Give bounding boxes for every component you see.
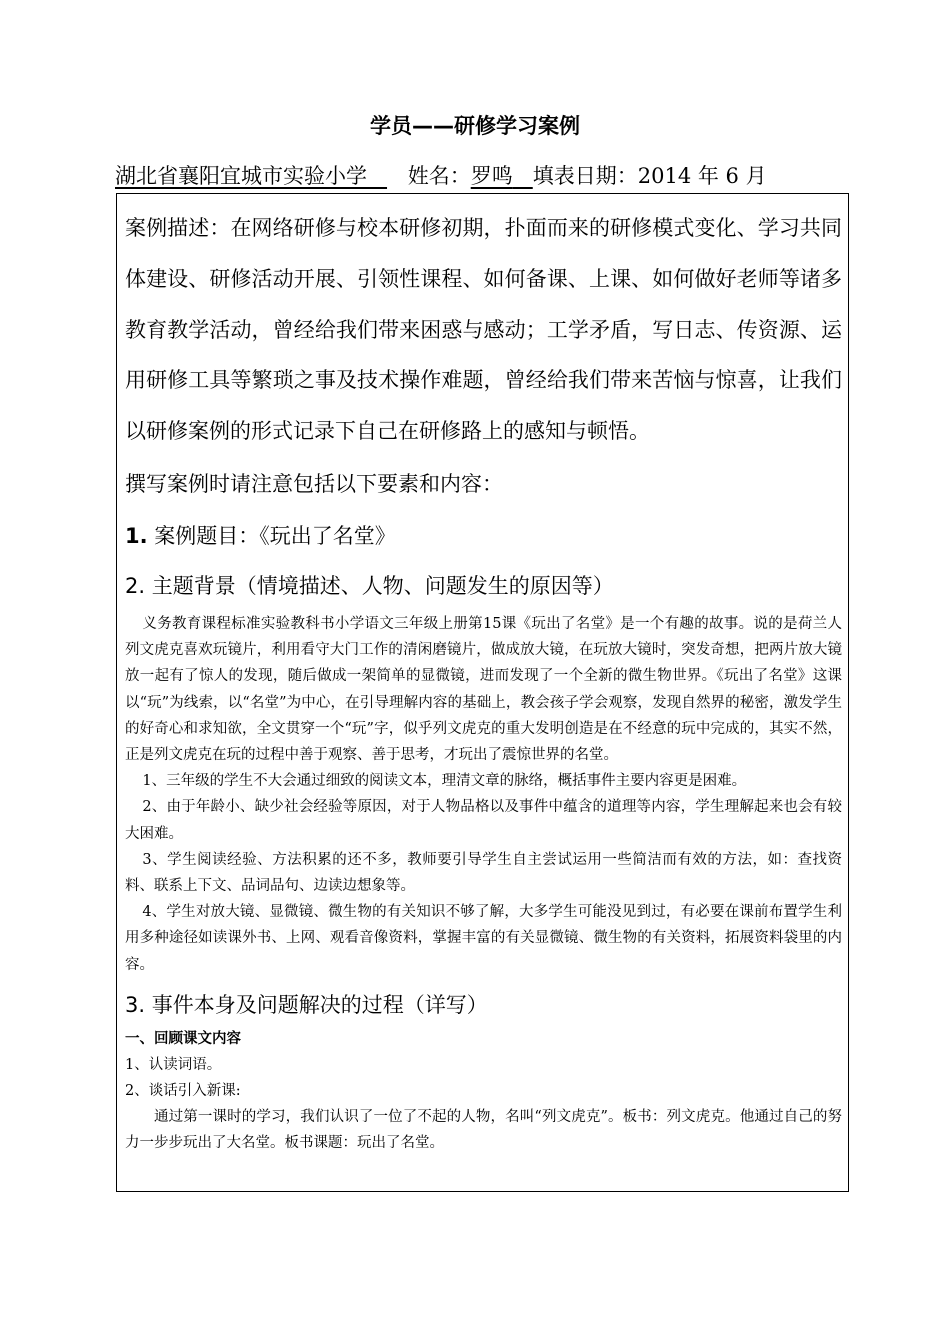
case-description: 案例描述：在网络研修与校本研修初期，扑面而来的研修模式变化、学习共同体建设、研修活动开展、引领性课程、如何备课、上课、如何做好老师等诸多教育教学活动，曾经给我们带来困惑与感动；工学矛盾，写日志、传资源、运用研修工具等繁琐之事及技术操作难题，曾经给我们带来苦恼与惊喜，让我们以研修案例的形式记录下自己在研修路上的感知与顿悟。 bbox=[125, 216, 842, 444]
process-step-2: 2、谈话引入新课: bbox=[125, 1083, 241, 1100]
section-2-heading: 2. 主题背景（情境描述、人物、问题发生的原因等） bbox=[125, 573, 614, 598]
process-step-2-text: 通过第一课时的学习，我们认识了一位了不起的人物，名叫“列文虎克”。板书：列文虎克。他通过自己的努力一步步玩出了大名堂。板书课题：玩出了名堂。 bbox=[125, 1109, 842, 1152]
section-3-heading: 3. 事件本身及问题解决的过程（详写） bbox=[125, 992, 488, 1017]
date-label: 填表日期： bbox=[532, 164, 638, 188]
header-info bbox=[115, 160, 835, 190]
school-name: 湖北省襄阳宜城市实验小学 bbox=[115, 164, 367, 188]
fill-date: 2014 年 6 月 bbox=[637, 164, 767, 188]
author-name: 罗鸣 bbox=[470, 164, 513, 188]
case-form-box bbox=[116, 193, 849, 1192]
section-1-number: 1. bbox=[125, 523, 148, 548]
background-point: 2、由于年龄小、缺少社会经验等原因，对于人物品格以及事件中蕴含的道理等内容，学生理解起来也会有较大困难。 bbox=[125, 799, 842, 842]
section-1-text: 案例题目：《玩出了名堂》 bbox=[154, 523, 396, 548]
process-step-1: 1、认读词语。 bbox=[125, 1056, 222, 1073]
background-intro: 义务教育课程标准实验教科书小学语文三年级上册第15课《玩出了名堂》是一个有趣的故事。说的是荷兰人列文虎克喜欢玩镜片，利用看守大门工作的清闲磨镜片，做成放大镜，在玩放大镜时，突发奇想，把两片放大镜放一起有了惊人的发现，随后做成一架简单的显微镜，进而发现了一个全新的微生物世界。《玩出了名堂》这课以“玩”为线索，以“名堂”为中心，在引导理解内容的基础上，教会孩子学会观察，发现自然界的秘密，激发学生的好奇心和求知欲，全文贯穿一个“玩”字，似乎列文虎克的重大发明创造是在不经意的玩中完成的，其实不然，正是列文虎克在玩的过程中善于观察、善于思考，才玩出了震惊世界的名堂。 bbox=[125, 615, 842, 763]
name-label: 姓名： bbox=[407, 164, 471, 188]
process-part1-title: 一、回顾课文内容 bbox=[125, 1029, 241, 1047]
page-title: 学员——研修学习案例 bbox=[370, 114, 580, 138]
background-point: 1、三年级的学生不大会通过细致的阅读文本，理清文章的脉络，概括事件主要内容更是困难。 bbox=[142, 773, 747, 790]
section-1-heading bbox=[125, 521, 842, 551]
background-point: 4、学生对放大镜、显微镜、微生物的有关知识不够了解，大多学生可能没见到过，有必要在课前布置学生利用多种途径如读课外书、上网、观看音像资料，掌握丰富的有关显微镜、微生物的有关资料，拓展资料袋里的内容。 bbox=[125, 904, 842, 973]
writing-prompt: 撰写案例时请注意包括以下要素和内容： bbox=[125, 471, 503, 496]
background-point: 3、学生阅读经验、方法积累的还不多，教师要引导学生自主尝试运用一些简洁而有效的方法，如：查找资料、联系上下文、品词品句、边读边想象等。 bbox=[125, 851, 842, 895]
